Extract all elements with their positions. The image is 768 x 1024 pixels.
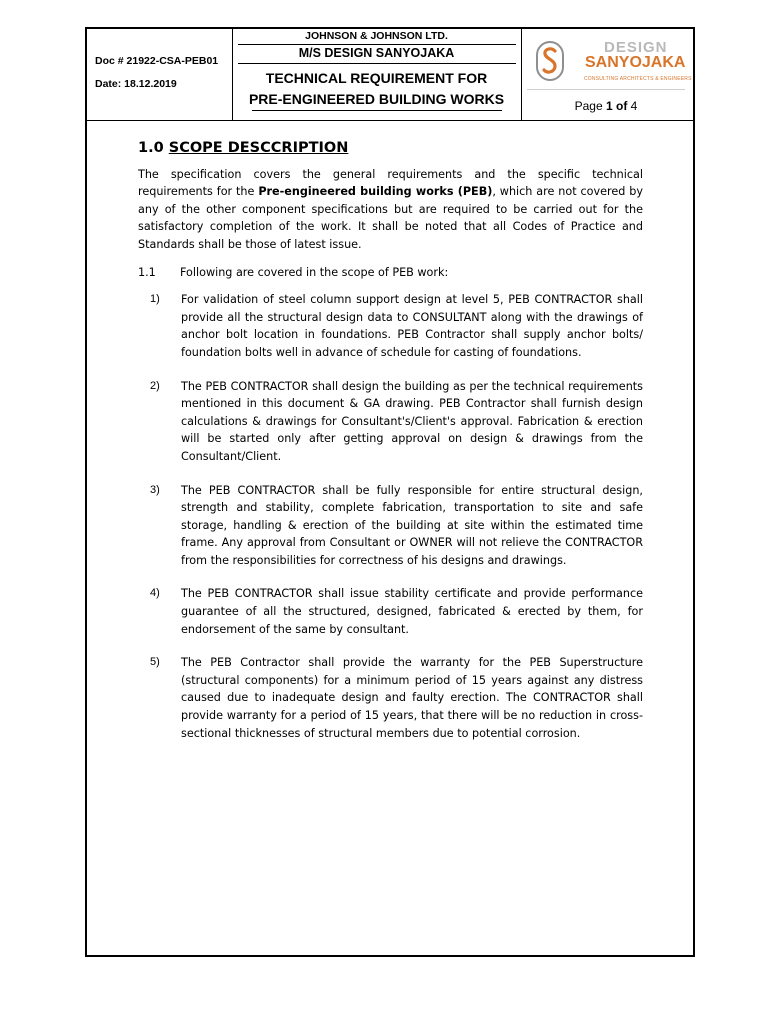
logo-divider	[527, 89, 685, 90]
subsection-number: 1.1	[138, 265, 156, 279]
intro-emphasis: Pre-engineered building works (PEB)	[258, 185, 493, 199]
header-rule-company	[238, 44, 516, 45]
document-body	[138, 140, 643, 758]
list-item	[138, 654, 643, 742]
list-item-number: 5)	[150, 656, 160, 669]
list-item	[138, 378, 643, 466]
logo-tagline: CONSULTING ARCHITECTS & ENGINEERS	[584, 76, 692, 82]
logo-word-design: DESIGN	[604, 39, 668, 56]
list-item-text: The PEB CONTRACTOR shall be fully responsible for entire structural design, strength and stability, complete fabrication, transportation to site and safe storage, handling & erection of the building at site within the estimated time frame. Any approval from Consultant or OWNER will not relieve the CONTRACTOR from the responsibilities for correctness of his designs and drawings.	[181, 483, 643, 567]
consultant-name: M/S DESIGN SANYOJAKA	[298, 46, 455, 60]
list-item	[138, 482, 643, 570]
list-item-text: For validation of steel column support design at level 5, PEB CONTRACTOR shall provide all the structural design data to CONSULTANT along with the drawings of anchor bolt location in foundations. PEB Contractor shall supply anchor bolts/ foundation bolts well in advance of schedule for casting of foundations.	[181, 293, 643, 359]
client-company-name: JOHNSON & JOHNSON LTD.	[305, 30, 448, 42]
list-item-number: 2)	[150, 379, 160, 392]
list-item-number: 4)	[150, 587, 160, 600]
intro-paragraph: The specification covers the general requirements and the specific technical requirements for the Pre-engineered building works (PEB), which are not covered by any of the other component specifications but are required to be carried out for the satisfactory completion of the work. It shall be noted that all Codes of Practice and Standards shall be those of latest issue.	[138, 167, 643, 251]
section-title: SCOPE DESCCRIPTION	[168, 140, 349, 156]
subsection-1-1	[138, 264, 643, 282]
document-title-line-1: TECHNICAL REQUIREMENT FOR	[265, 70, 488, 86]
list-item	[138, 585, 643, 638]
design-sanyojaka-logo	[527, 37, 692, 89]
list-item-number: 3)	[150, 483, 160, 496]
subsection-text: Following are covered in the scope of PEB work:	[180, 265, 449, 279]
logo-word-sanyojaka: SANYOJAKA	[585, 54, 686, 71]
document-title-underline	[252, 110, 502, 111]
header-divider	[85, 120, 695, 121]
document-number: Doc # 21922-CSA-PEB01	[95, 55, 219, 67]
page-current: 1	[605, 99, 613, 113]
page-total: 4	[630, 99, 638, 113]
scope-items-list	[138, 291, 643, 742]
section-number: 1.0	[138, 140, 169, 156]
list-item-text: The PEB CONTRACTOR shall issue stability certificate and provide performance guarantee of all the structured, designed, fabricated & erected by them, for endorsement of the same by consultant.	[181, 587, 643, 636]
page-number: Page 1 of 4	[574, 99, 638, 113]
list-item-text: The PEB CONTRACTOR shall design the building as per the technical requirements mentioned in this document & GA drawing. PEB Contractor shall furnish design calculations & drawings for Consultant's/Client's approval. Fabrication & erection will be started only after getting approval on design & drawings from the Consultant/Client.	[181, 379, 643, 463]
list-item-text: The PEB Contractor shall provide the warranty for the PEB Superstructure (structural components) for a minimum period of 15 years against any distress caused due to inadequate design and faulty erection. The CONTRACTOR shall provide warranty for a period of 15 years, that there will be no reduction in cross-sectional thicknesses of structural members due to potential corrosion.	[181, 656, 643, 740]
section-heading	[138, 140, 643, 158]
document-date: Date: 18.12.2019	[95, 78, 177, 90]
list-item-number: 1)	[150, 293, 160, 306]
list-item	[138, 291, 643, 361]
s-monogram-icon	[536, 41, 564, 81]
document-title-line-2: PRE-ENGINEERED BUILDING WORKS	[248, 91, 505, 107]
header-rule-consultant	[238, 63, 516, 64]
